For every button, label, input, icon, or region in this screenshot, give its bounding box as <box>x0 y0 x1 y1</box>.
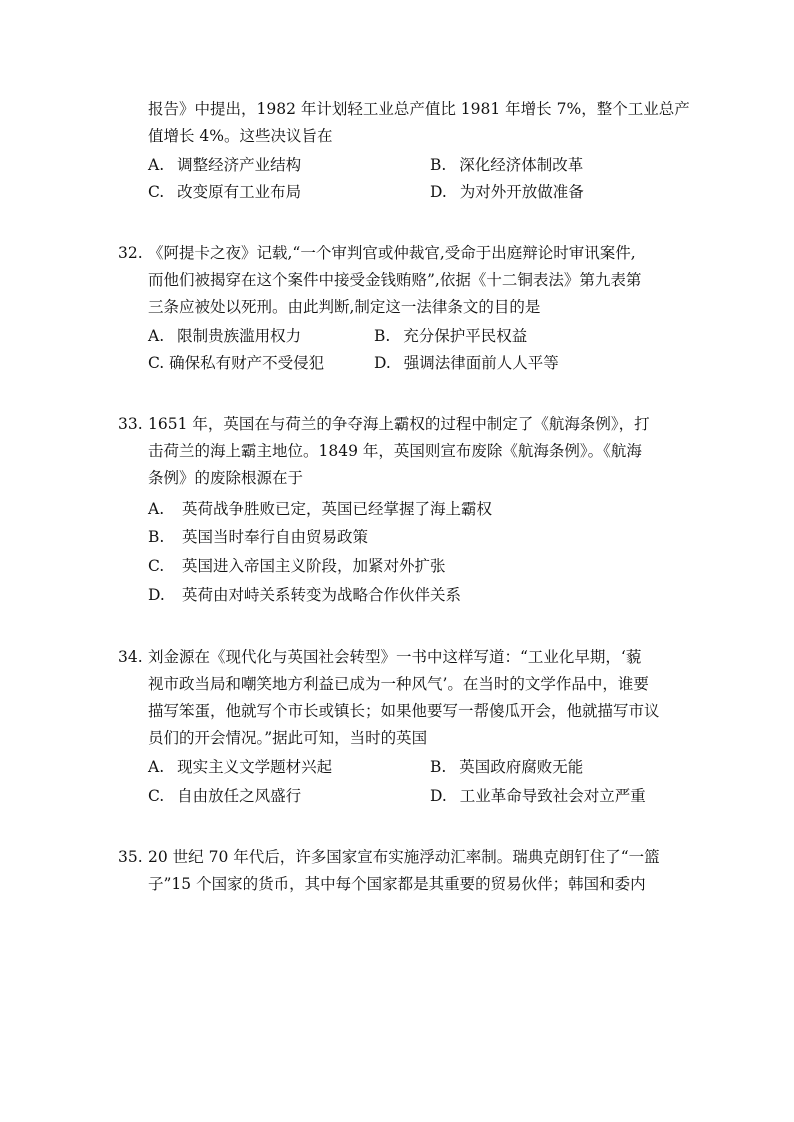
option-31-a <box>148 155 301 175</box>
option-letter: A. <box>148 500 165 518</box>
option-letter: C. <box>148 354 165 372</box>
option-32-b <box>374 326 527 346</box>
option-text: 充分保护平民权益 <box>403 327 528 345</box>
question-34-line-1: 刘金源在《现代化与英国社会转型》一书中这样写道：“工业化早期，‘藐 <box>148 648 642 666</box>
option-text: 改变原有工业布局 <box>177 183 302 201</box>
option-letter: C. <box>148 787 165 805</box>
option-text: 英国进入帝国主义阶段，加紧对外扩张 <box>182 557 446 575</box>
option-text: 调整经济产业结构 <box>177 156 302 174</box>
option-33-d <box>148 585 461 605</box>
option-text: 英荷由对峙关系转变为战略合作伙伴关系 <box>182 586 462 604</box>
question-33-line-3: 条例》的废除根源在于 <box>148 469 304 487</box>
option-letter: A. <box>148 327 165 345</box>
option-32-a <box>148 326 301 346</box>
question-number: 33. <box>118 415 143 433</box>
option-text: 现实主义文学题材兴起 <box>177 758 333 776</box>
option-text: 英国政府腐败无能 <box>459 758 584 776</box>
option-letter: C. <box>148 183 165 201</box>
option-letter: D. <box>430 183 447 201</box>
question-33-line-1: 1651 年，英国在与荷兰的争夺海上霸权的过程中制定了《航海条例》，打 <box>148 415 650 433</box>
option-34-c <box>148 786 301 806</box>
option-text: 限制贵族滥用权力 <box>177 327 302 345</box>
option-letter: A. <box>148 758 165 776</box>
question-number: 35. <box>118 848 143 866</box>
question-35-line-1: 20 世纪 70 年代后，许多国家宣布实施浮动汇率制。瑞典克朗钉住了“一篮 <box>148 848 660 866</box>
option-letter: C. <box>148 557 165 575</box>
option-34-d <box>430 786 646 806</box>
option-text: 深化经济体制改革 <box>459 156 584 174</box>
option-34-b <box>430 757 583 777</box>
option-33-b <box>148 527 368 547</box>
option-letter: D. <box>148 586 165 604</box>
question-32-line-1: 《阿提卡之夜》记载,“一个审判官或仲裁官,受命于出庭辩论时审讯案件, <box>148 244 636 262</box>
option-letter: A. <box>148 156 165 174</box>
option-33-c <box>148 556 446 576</box>
option-text: 英荷战争胜败已定，英国已经掌握了海上霸权 <box>182 500 493 518</box>
question-number: 32. <box>118 244 143 262</box>
question-31-line-1: 报告》中提出，1982 年计划轻工业总产值比 1981 年增长 7%，整个工业总产 <box>148 100 690 118</box>
option-31-c <box>148 182 301 202</box>
option-32-d <box>374 353 559 373</box>
question-35-line-2: 子”15 个国家的货币，其中每个国家都是其重要的贸易伙伴；韩国和委内 <box>148 875 646 893</box>
question-31-line-2: 值增长 4%。这些决议旨在 <box>148 127 333 145</box>
option-text: 英国当时奉行自由贸易政策 <box>182 528 369 546</box>
option-text: 确保私有财产不受侵犯 <box>169 354 325 372</box>
option-32-c <box>148 353 324 373</box>
option-text: 工业革命导致社会对立严重 <box>459 787 646 805</box>
question-34-line-3: 描写笨蛋，他就写个市长或镇长；如果他要写一帮傻瓜开会，他就描写市议 <box>148 702 660 720</box>
question-number: 34. <box>118 648 143 666</box>
option-letter: D. <box>430 787 447 805</box>
question-34-line-4: 员们的开会情况。”据此可知，当时的英国 <box>148 729 428 747</box>
option-text: 自由放任之风盛行 <box>177 787 302 805</box>
question-33-line-2: 击荷兰的海上霸主地位。1849 年，英国则宣布废除《航海条例》。《航海 <box>148 442 642 460</box>
question-32-line-3: 三条应被处以死刑。由此判断,制定这一法律条文的目的是 <box>148 298 541 316</box>
question-34-line-2: 视市政当局和嘲笑地方利益已成为一种风气’。在当时的文学作品中，谁要 <box>148 675 649 693</box>
option-letter: D. <box>374 354 391 372</box>
option-31-b <box>430 155 583 175</box>
option-34-a <box>148 757 332 777</box>
question-32-line-2: 而他们被揭穿在这个案件中接受金钱贿赂”,依据《十二铜表法》第九表第 <box>148 271 642 289</box>
option-33-a <box>148 499 492 519</box>
option-letter: B. <box>430 758 447 776</box>
option-letter: B. <box>148 528 165 546</box>
option-text: 为对外开放做准备 <box>459 183 584 201</box>
option-letter: B. <box>374 327 391 345</box>
option-letter: B. <box>430 156 447 174</box>
option-31-d <box>430 182 584 202</box>
option-text: 强调法律面前人人平等 <box>403 354 559 372</box>
